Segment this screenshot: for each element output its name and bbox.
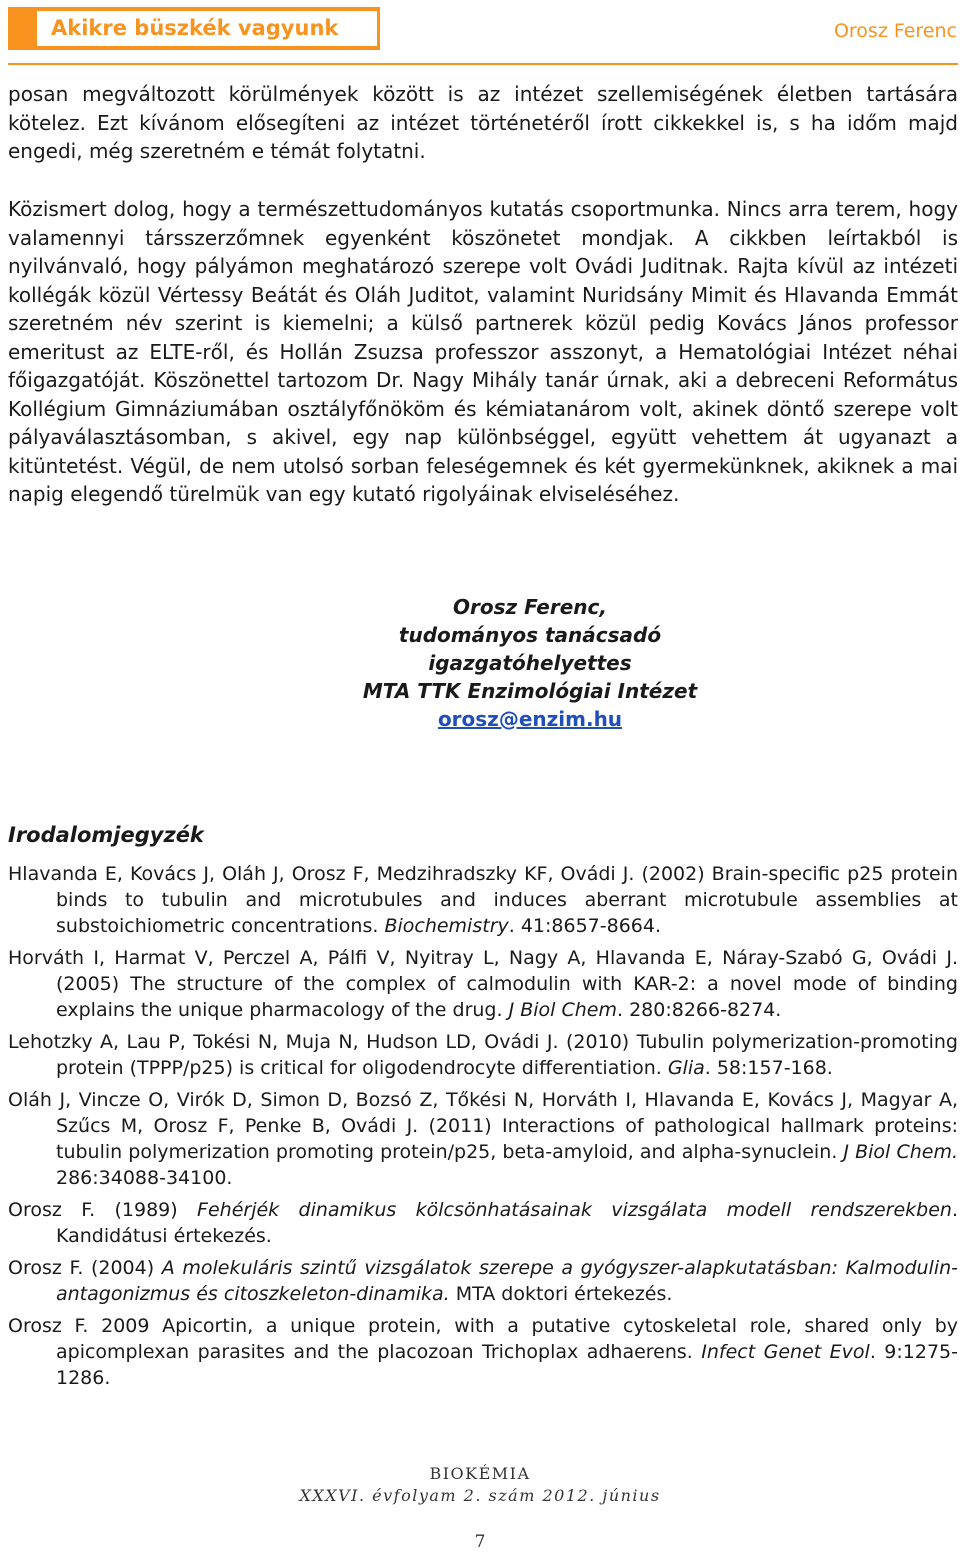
body-paragraph-2 <box>8 195 958 509</box>
page-footer <box>280 1463 680 1507</box>
body-paragraph-2-text: Közismert dolog, hogy a természettudományos kutatás csoportmunka. Nincs arra terem, hogy valamennyi társszerzőmnek egyenként köszönetet mondjak. A cikkben leírtakból is nyilvánvaló, hogy pályámon meghatározó szerepe volt Ovádi Juditnak. <box>8 197 958 278</box>
header-divider <box>8 63 958 65</box>
references-heading: Irodalomjegyzék <box>8 823 204 847</box>
signature-institute: MTA TTK Enzimológiai Intézet <box>362 679 698 703</box>
signature-email-link[interactable]: orosz@enzim.hu <box>437 707 623 731</box>
signature-title-2: igazgatóhelyettes <box>428 651 632 675</box>
header-author: Orosz Ferenc <box>833 20 957 42</box>
reference-item: Hlavanda E, Kovács J, Oláh J, Orosz F, Medzihradszky KF, Ovádi J. (2002) Brain-specific p25 protein binds to tubulin and microtubules and induces aberrant microtubule assemblies at substoichiometric concentrations. Biochemistry. 41:8657-8664. <box>8 863 958 937</box>
signature-title-1: tudományos tanácsadó <box>398 623 662 647</box>
reference-item: Oláh J, Vincze O, Virók D, Simon D, Bozsó Z, Tőkési N, Horváth I, Hlavanda E, Kovács J, Magyar A, Szűcs M, Orosz F, Penke B, Ovádi J. (2011) Interactions of pathological hallmark proteins: tubulin polymerization promoting protein/p25, beta-amyloid, and alpha-synuclein. J Biol Chem. 286:34088-34100. <box>8 1089 958 1189</box>
reference-item: Orosz F. 2009 Apicortin, a unique protein, with a putative cytoskeletal role, shared only by apicomplexan parasites and the placozoan Trichoplax adhaerens. Infect Genet Evol. 9:1275-1286. <box>8 1315 959 1389</box>
header-section-box <box>36 10 378 47</box>
section-title: Akikre büszkék vagyunk <box>51 16 339 40</box>
page-number: 7 <box>474 1532 486 1552</box>
references-list <box>8 861 958 1397</box>
body-paragraph-1: posan megváltozott körülmények között is az intézet szellemiségének életben tartására kötelez. Ezt kívánom elősegíteni az intézet történetéről írott cikkekkel is, s ha időm majd engedi, még szeretném e témát folytatni. <box>8 82 958 163</box>
footer-issue: XXXVI. évfolyam 2. szám 2012. június <box>299 1486 661 1505</box>
reference-item: Lehotzky A, Lau P, Tokési N, Muja N, Hudson LD, Ovádi J. (2010) Tubulin polymerization-promoting protein (TPPP/p25) is critical for oligodendrocyte differentiation. Glia. 58:157-168. <box>8 1031 958 1079</box>
reference-item: Orosz F. (2004) A molekuláris szintű vizsgálatok szerepe a gyógyszer-alapkutatásban: Kalmodulin-antagonizmus és citoszkeleton-dinamika. MTA doktori értekezés. <box>8 1257 959 1305</box>
author-signature <box>300 593 760 733</box>
header-section-tab <box>8 7 380 50</box>
signature-name: Orosz Ferenc, <box>453 595 607 619</box>
reference-item: Orosz F. (1989) Fehérjék dinamikus kölcsönhatásainak vizsgálata modell rendszerekben. Kandidátusi értekezés. <box>8 1199 958 1247</box>
reference-item: Horváth I, Harmat V, Perczel A, Pálfi V, Nyitray L, Nagy A, Hlavanda E, Náray-Szabó G, Ovádi J. (2005) The structure of the complex of calmodulin with KAR-2: a novel mode of binding explains the unique pharmacology of the drug. J Biol Chem. 280:8266-8274. <box>8 947 958 1021</box>
body-paragraph-3-text: Rajta kívül az intézeti kollégák közül Vértessy Beátát és Oláh Juditot, valamint Nuridsány Mimit és Hlavanda Emmát szeretném név szerint is kiemelni; a külső partnerek közül pedig Kovács János professor emeritust az ELTE-ről, és Hollán Zsuzsa professzor asszonyt, a Hematológiai Intézet néhai főigazgatóját. Köszönettel tartozom Dr. Nagy Mihály tanár úrnak, aki a debreceni Református Kollégium Gimnáziumában osztályfőnököm és kémiatanárom volt, akinek döntő szerepe volt pályaválasztásomban, s akivel, egy nap különbséggel, együtt vehettem át ugyanazt a kitüntetést. Végül, de nem utolsó sorban feleségemnek és két gyermekünknek, akiknek a mai napig elegendő türelmük van egy kutató rigolyáinak elviseléséhez. <box>8 254 959 506</box>
footer-journal: BIOKÉMIA <box>429 1464 531 1483</box>
